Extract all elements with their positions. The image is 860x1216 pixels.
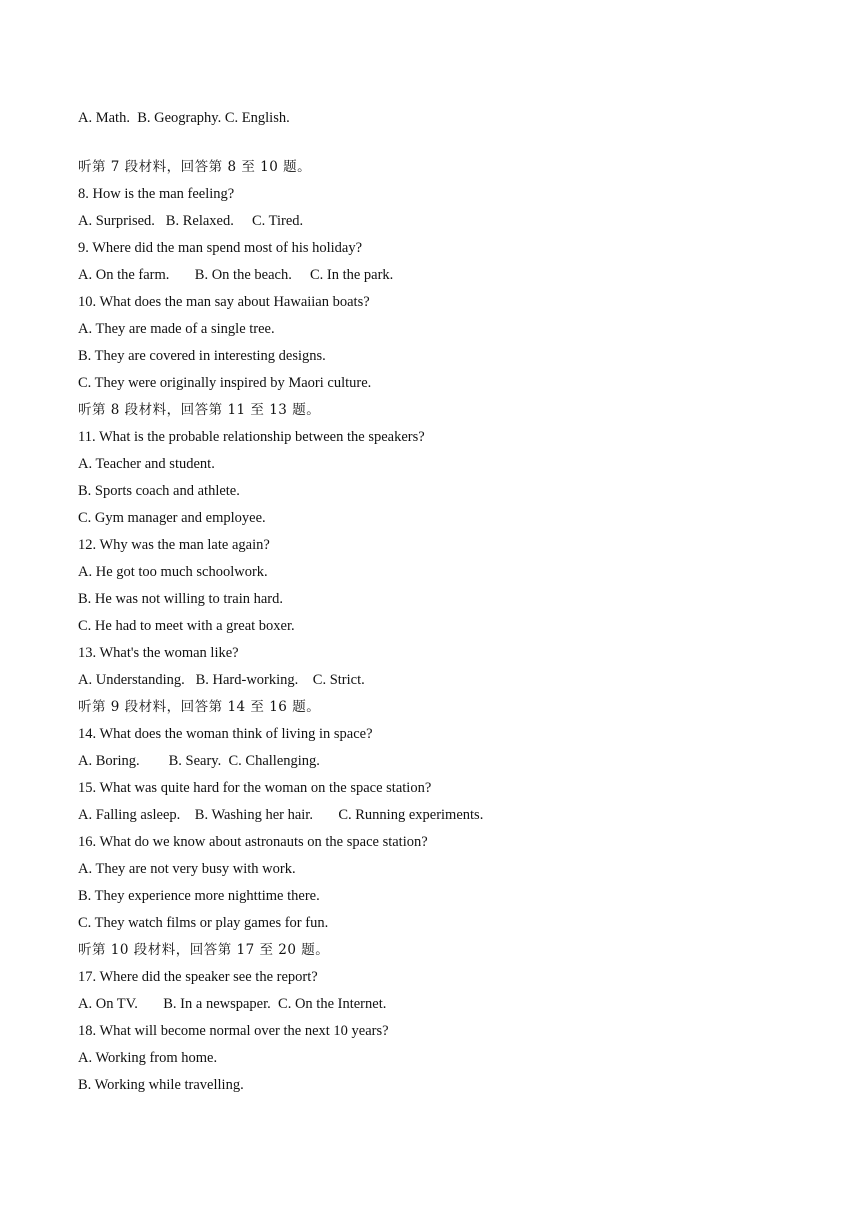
answer-option-q16-a: A. They are not very busy with work. xyxy=(78,861,296,877)
section-heading-9: 听第 9 段材料，回答第 14 至 16 题。 xyxy=(78,699,321,715)
answer-option-q11-c: C. Gym manager and employee. xyxy=(78,510,266,526)
question-17: 17. Where did the speaker see the report? xyxy=(78,969,318,985)
answer-option-q12-a: A. He got too much schoolwork. xyxy=(78,564,268,580)
question-8: 8. How is the man feeling? xyxy=(78,186,235,202)
answer-option-q10-a: A. They are made of a single tree. xyxy=(78,321,275,337)
answer-options-q13: A. Understanding. B. Hard-working. C. Strict. xyxy=(78,672,365,688)
section-heading-7: 听第 7 段材料，回答第 8 至 10 题。 xyxy=(78,159,312,175)
question-18: 18. What will become normal over the next 10 years? xyxy=(78,1023,389,1039)
section-heading-10: 听第 10 段材料，回答第 17 至 20 题。 xyxy=(78,942,330,958)
question-10: 10. What does the man say about Hawaiian boats? xyxy=(78,294,370,310)
section-heading-8: 听第 8 段材料，回答第 11 至 13 题。 xyxy=(78,402,321,418)
answer-option-q10-b: B. They are covered in interesting designs. xyxy=(78,348,326,364)
answer-options-q9: A. On the farm. B. On the beach. C. In the park. xyxy=(78,267,394,283)
answer-option-q11-a: A. Teacher and student. xyxy=(78,456,215,472)
answer-option-q10-c: C. They were originally inspired by Maori culture. xyxy=(78,375,372,391)
question-11: 11. What is the probable relationship between the speakers? xyxy=(78,429,425,445)
question-14: 14. What does the woman think of living in space? xyxy=(78,726,373,742)
question-12: 12. Why was the man late again? xyxy=(78,537,270,553)
answer-option-q11-b: B. Sports coach and athlete. xyxy=(78,483,240,499)
answer-option-q12-b: B. He was not willing to train hard. xyxy=(78,591,283,607)
answer-options-q17: A. On TV. B. In a newspaper. C. On the Internet. xyxy=(78,996,387,1012)
answer-options-q14: A. Boring. B. Seary. C. Challenging. xyxy=(78,753,320,769)
answer-options-q8: A. Surprised. B. Relaxed. C. Tired. xyxy=(78,213,304,229)
question-13: 13. What's the woman like? xyxy=(78,645,239,661)
answer-options-q15: A. Falling asleep. B. Washing her hair. C. Running experiments. xyxy=(78,807,484,823)
question-9: 9. Where did the man spend most of his holiday? xyxy=(78,240,363,256)
question-16: 16. What do we know about astronauts on the space station? xyxy=(78,834,428,850)
answer-option-q18-b: B. Working while travelling. xyxy=(78,1077,244,1093)
answer-option-q18-a: A. Working from home. xyxy=(78,1050,218,1066)
answer-option-q12-c: C. He had to meet with a great boxer. xyxy=(78,618,295,634)
question-15: 15. What was quite hard for the woman on the space station? xyxy=(78,780,432,796)
answer-option-q16-c: C. They watch films or play games for fun. xyxy=(78,915,329,931)
answer-option-q16-b: B. They experience more nighttime there. xyxy=(78,888,320,904)
answer-options-q7: A. Math. B. Geography. C. English. xyxy=(78,110,290,126)
